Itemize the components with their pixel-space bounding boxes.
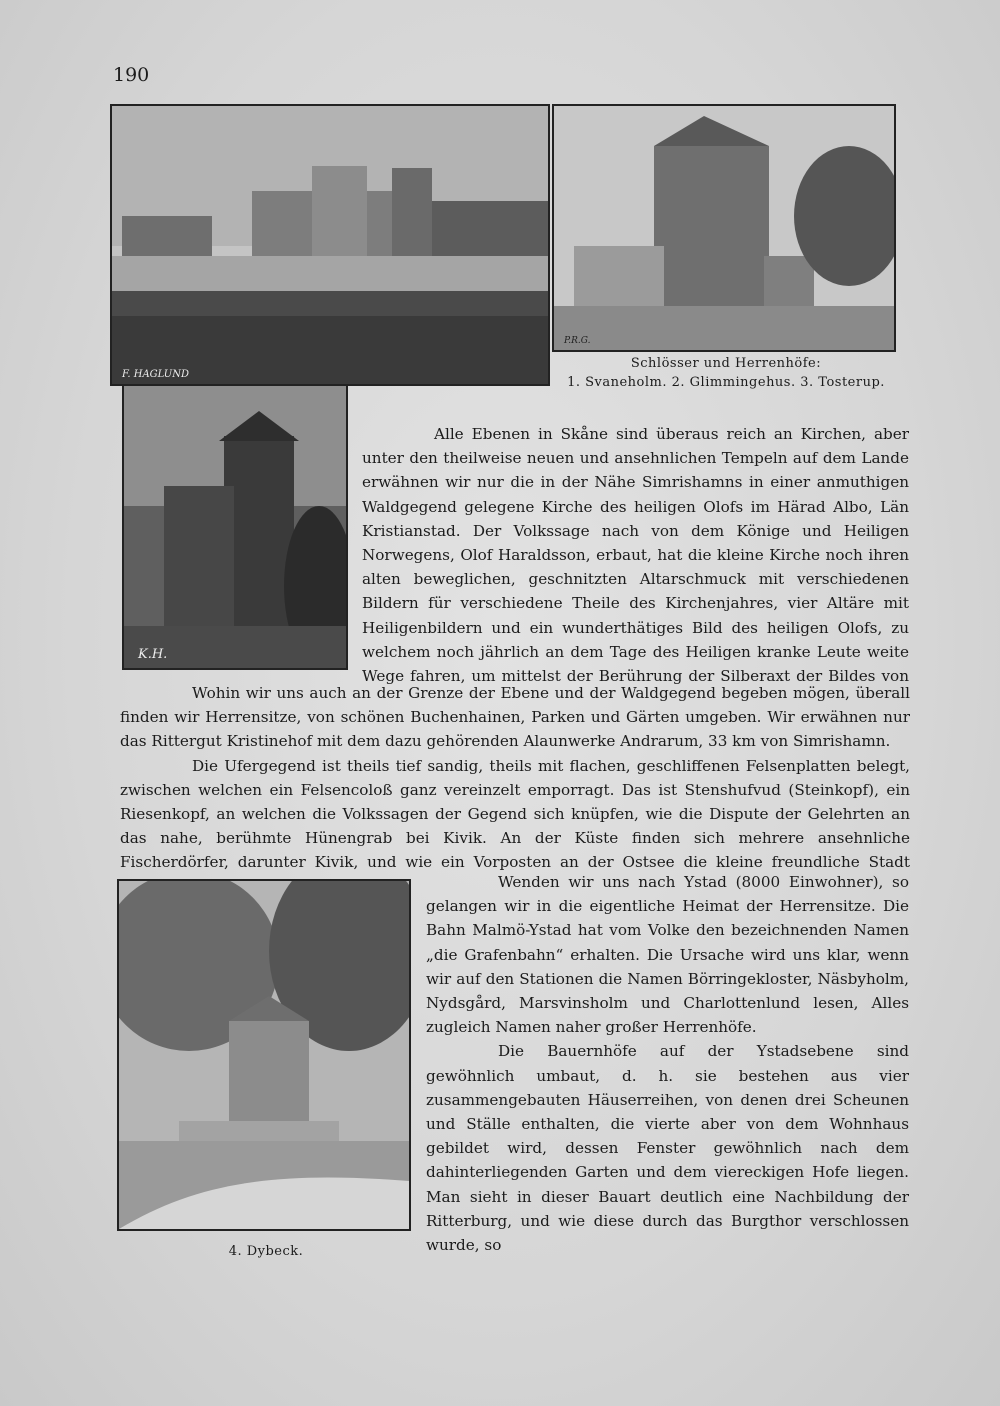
text-block-middle [120,681,910,873]
figure-glimmingehus [552,104,896,352]
paragraph-ufergegend: Die Ufergegend ist theils tief sandig, theils mit flachen, geschliffenen Felsenplatten belegt, zwischen welchen ein Felsencoloß ganz vereinzelt emporragt. Das ist Stenshufvud (Steinkopf), ein Riesenkopf, an welchen die Volkssagen der Gegend sich knüpfen, wie die Dispute der Gelehrten an das nahe, berühmte Hünengrab bei Kivik. An der Küste finden sich mehrere ansehnliche Fischerdörfer, darunter Kivik, und wie ein Vorposten an der Ostsee die kleine freundliche Stadt [120,756,910,872]
caption-list: 1. Svaneholm. 2. Glimmingehus. 3. Tosterup. [567,375,885,390]
text-block-upper [362,422,909,686]
page-number: 190 [113,64,150,86]
signature-fig1: F. HAGLUND [122,369,189,380]
svaneholm-engraving [112,106,548,384]
tosterup-engraving [124,386,346,668]
caption-top [560,356,892,390]
paragraph-bauernhoefe: Die Bauernhöfe auf der Ystadsebene sind gewöhnlich umbaut, d. h. sie bestehen aus vier zusammengebauten Häuserreihen, von denen drei Scheunen und Ställe enthalten, die vierte aber von dem Wohnhaus gebildet wird, dessen Fenster gewöhnlich nach dem dahinterliegenden Garten und dem viereckigen Hofe liegen. Man sieht in dieser Bauart deutlich eine Nachbildung der Ritterburg, und wie diese durch das Burgthor verschlossen wurde, so [426,1042,909,1255]
signature-fig2: P.R.G. [564,336,591,346]
caption-dybeck: 4. Dybeck. [228,1244,304,1259]
figure-svaneholm [110,104,550,386]
caption-title: Schlösser und Herrenhöfe: [630,356,822,371]
paragraph-churches: Alle Ebenen in Skåne sind überaus reich an Kirchen, aber unter den theilweise neuen und ansehnlichen Tempeln auf dem Lande erwähnen wir nur die in der Nähe Simrishamns in einer anmuthigen Waldgegend gelegene Kirche des heiligen Olofs im Härad Albo, Län Kristianstad. Der Volkssage nach von dem Könige und Heiligen Norwegens, Olof Haraldsson, erbaut, hat die kleine Kirche noch ihren alten beweglichen, geschnitzten Altarschmuck mit verschiedenen Bildern für verschiedene Theile des Kirchenjahres, vier Altäre mit Heiligenbildern und ein wunderthätiges Bild des heiligen Olofs, zu welchem noch jährlich an dem Tage des Heiligen kranke Leute weite Wege fahren, um mittelst der Berührung der Silberaxt der Bildes von [362,425,909,686]
paragraph-ystad: Wenden wir uns nach Ystad (8000 Einwohner), so gelangen wir in die eigentliche Heimat der Herrensitze. Die Bahn Malmö-Ystad hat vom Volke den bezeichnenden Namen „die Grafenbahn“ erhalten. Die Ursache wird uns klar, wenn wir auf den Stationen die Namen Börringekloster, Näsbyholm, Nydsgård, Marsvinsholm und Charlottenlund lesen, Alles zugleich Namen naher großer Herrenhöfe. [426,873,909,1037]
paragraph-herrensitze: Wohin wir uns auch an der Grenze der Ebene und der Waldgegend begeben mögen, überall finden wir Herrensitze, von schönen Buchenhainen, Parken und Gärten umgeben. Wir erwähnen nur das Rittergut Kristinehof mit dem dazu gehörenden Alaunwerke Andrarum, 33 km von Simrishamn. [120,684,910,751]
figure-tosterup [122,384,348,670]
signature-fig3: K.H. [138,647,168,662]
glimmingehus-engraving [554,106,894,350]
dybeck-engraving [119,881,409,1229]
figure-dybeck [117,879,411,1231]
text-block-lower [426,870,909,1274]
